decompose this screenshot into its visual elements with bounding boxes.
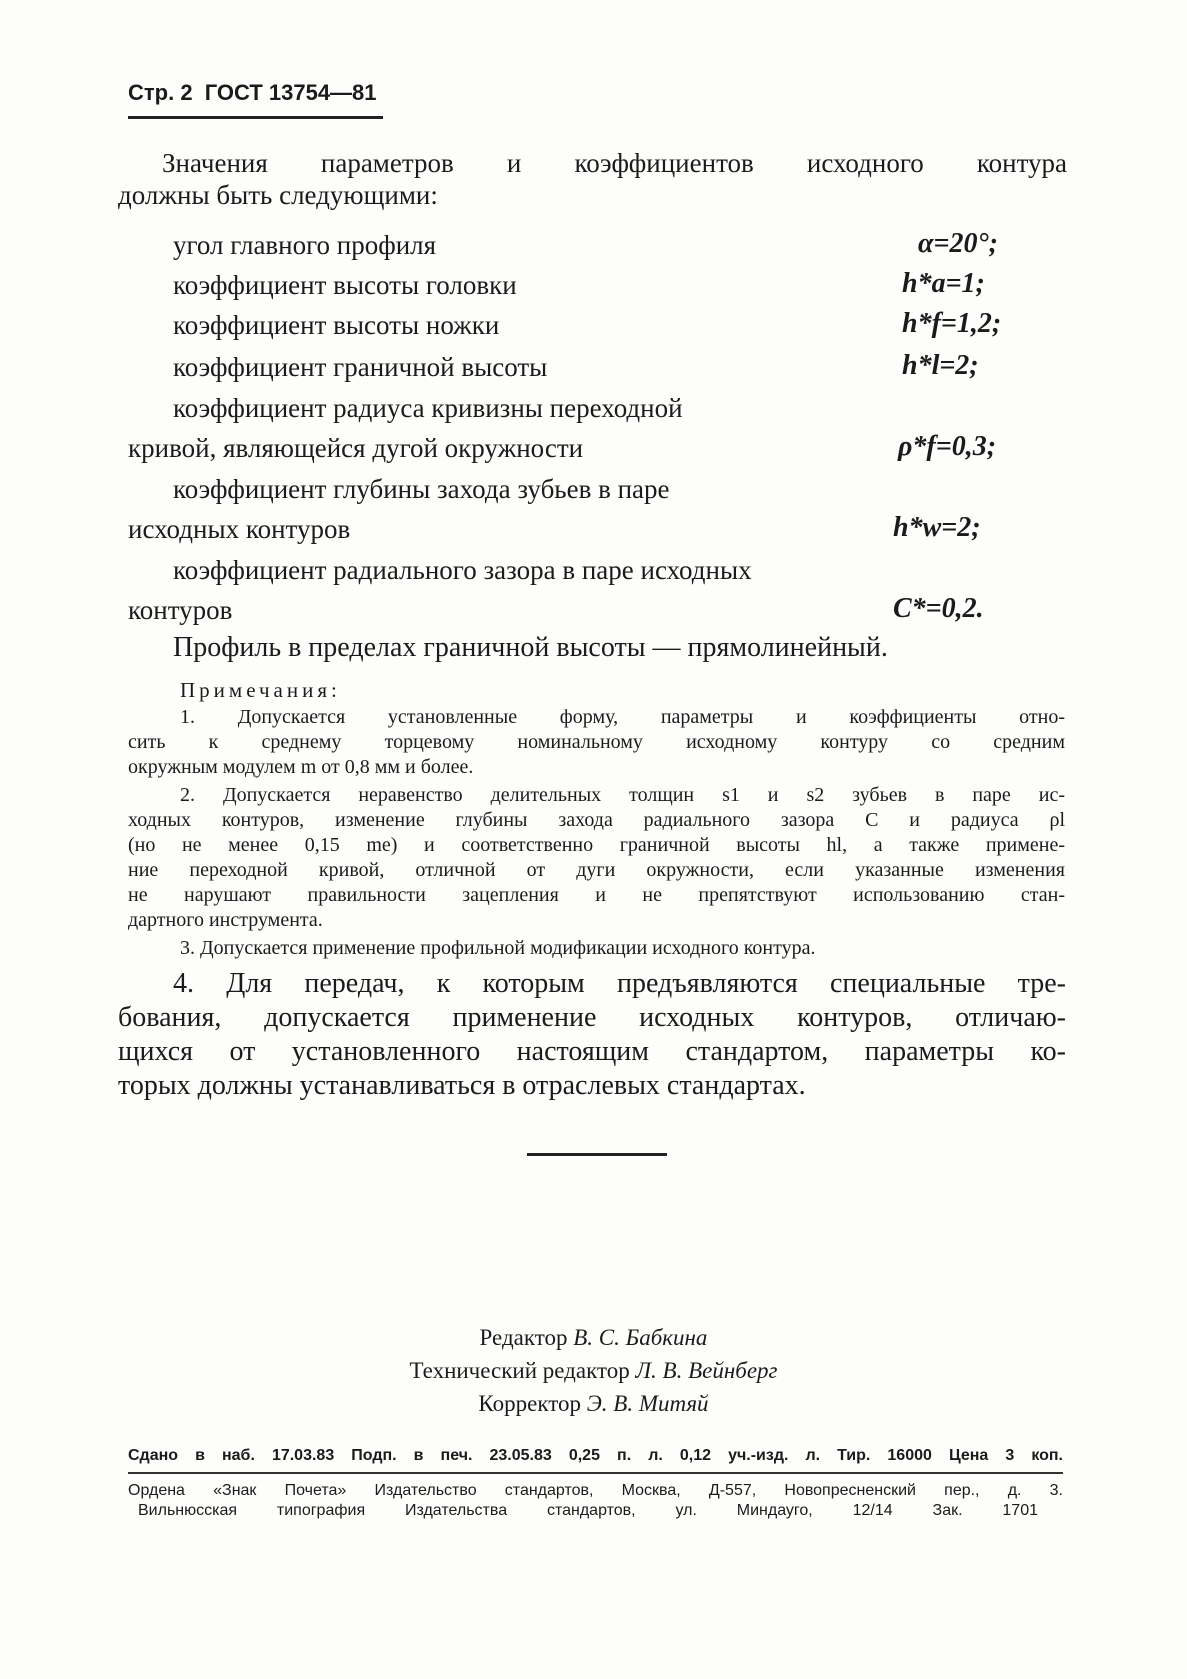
intro-line-1: Значения параметров и коэффициентов исходного контура <box>162 148 1067 178</box>
param-value: h*a=1; <box>902 268 985 299</box>
para4-line: бования, допускается применение исходных контуров, отличаю- <box>118 1002 1066 1033</box>
credit-name: Э. В. Митяй <box>586 1391 709 1416</box>
credit-role: Редактор <box>479 1325 568 1350</box>
profile-statement: Профиль в пределах граничной высоты — прямолинейный. <box>173 632 888 663</box>
separator-rule <box>527 1153 667 1156</box>
credit-tech-editor <box>0 1358 1187 1384</box>
note-line: 3. Допускается применение профильной модификации исходного контура. <box>180 937 816 959</box>
credit-name: В. С. Бабкина <box>573 1325 708 1350</box>
param-value: h*l=2; <box>902 350 979 381</box>
credit-editor <box>0 1325 1187 1351</box>
note-line: сить к среднему торцевому номинальному исходному контуру со средним <box>128 731 1065 753</box>
para4-line: торых должны устанавливаться в отраслевых стандартах. <box>118 1070 806 1101</box>
note-line: ходных контуров, изменение глубины захода радиального зазора C и радиуса ρl <box>128 809 1065 831</box>
note-line: дартного инструмента. <box>128 909 323 931</box>
notes-title: Примечания: <box>180 678 341 702</box>
note-line: 1. Допускается установленные форму, параметры и коэффициенты отно- <box>180 706 1065 728</box>
param-value: α=20°; <box>918 228 998 259</box>
param-label: угол главного профиля <box>173 230 437 260</box>
para4-line: щихся от установленного настоящим стандартом, параметры ко- <box>118 1036 1066 1067</box>
credit-role: Корректор <box>478 1391 581 1416</box>
page-header <box>128 80 377 106</box>
credit-name: Л. В. Вейнберг <box>635 1358 778 1383</box>
imprint-line: Сдано в наб. 17.03.83 Подп. в печ. 23.05.83 0,25 п. л. 0,12 уч.-изд. л. Тир. 16000 Цена 3 коп. <box>128 1447 1063 1464</box>
para4-line: 4. Для передач, к которым предъявляются специальные тре- <box>173 968 1066 999</box>
note-line: не нарушают правильности зацепления и не препятствуют использованию стан- <box>128 884 1065 906</box>
credit-corrector <box>0 1391 1187 1417</box>
credit-role: Технический редактор <box>409 1358 630 1383</box>
standard-number: ГОСТ 13754—81 <box>204 80 377 105</box>
imprint-line: Ордена «Знак Почета» Издательство стандартов, Москва, Д-557, Новопресненский пер., д. 3. <box>128 1482 1063 1499</box>
param-value: ρ*f=0,3; <box>898 431 997 462</box>
param-label: коэффициент радиуса кривизны переходной <box>173 393 683 423</box>
param-label: коэффициент радиального зазора в паре исходных <box>173 555 752 585</box>
param-label: кривой, являющейся дугой окружности <box>128 433 584 463</box>
note-line: ние переходной кривой, отличной от дуги окружности, если указанные изменения <box>128 859 1065 881</box>
intro-line-2: должны быть следующими: <box>118 180 438 210</box>
param-label: коэффициент глубины захода зубьев в паре <box>173 474 670 504</box>
param-value: C*=0,2. <box>893 593 984 624</box>
imprint-rule <box>128 1472 1063 1474</box>
param-label: коэффициент граничной высоты <box>173 352 548 382</box>
page-number: Стр. 2 <box>128 80 193 105</box>
header-rule <box>128 116 383 119</box>
param-label: коэффициент высоты головки <box>173 270 517 300</box>
param-label: контуров <box>128 595 233 625</box>
imprint-line: Вильнюсская типография Издательства стандартов, ул. Миндауго, 12/14 Зак. 1701 <box>138 1502 1038 1519</box>
note-line: (но не менее 0,15 me) и соответственно граничной высоты hl, а также примене- <box>128 834 1065 856</box>
param-label: исходных контуров <box>128 514 351 544</box>
note-line: 2. Допускается неравенство делительных толщин s1 и s2 зубьев в паре ис- <box>180 784 1066 806</box>
note-line: окружным модулем m от 0,8 мм и более. <box>128 756 474 778</box>
param-label: коэффициент высоты ножки <box>173 310 500 340</box>
param-value: h*f=1,2; <box>902 308 1002 339</box>
param-value: h*w=2; <box>893 512 981 543</box>
